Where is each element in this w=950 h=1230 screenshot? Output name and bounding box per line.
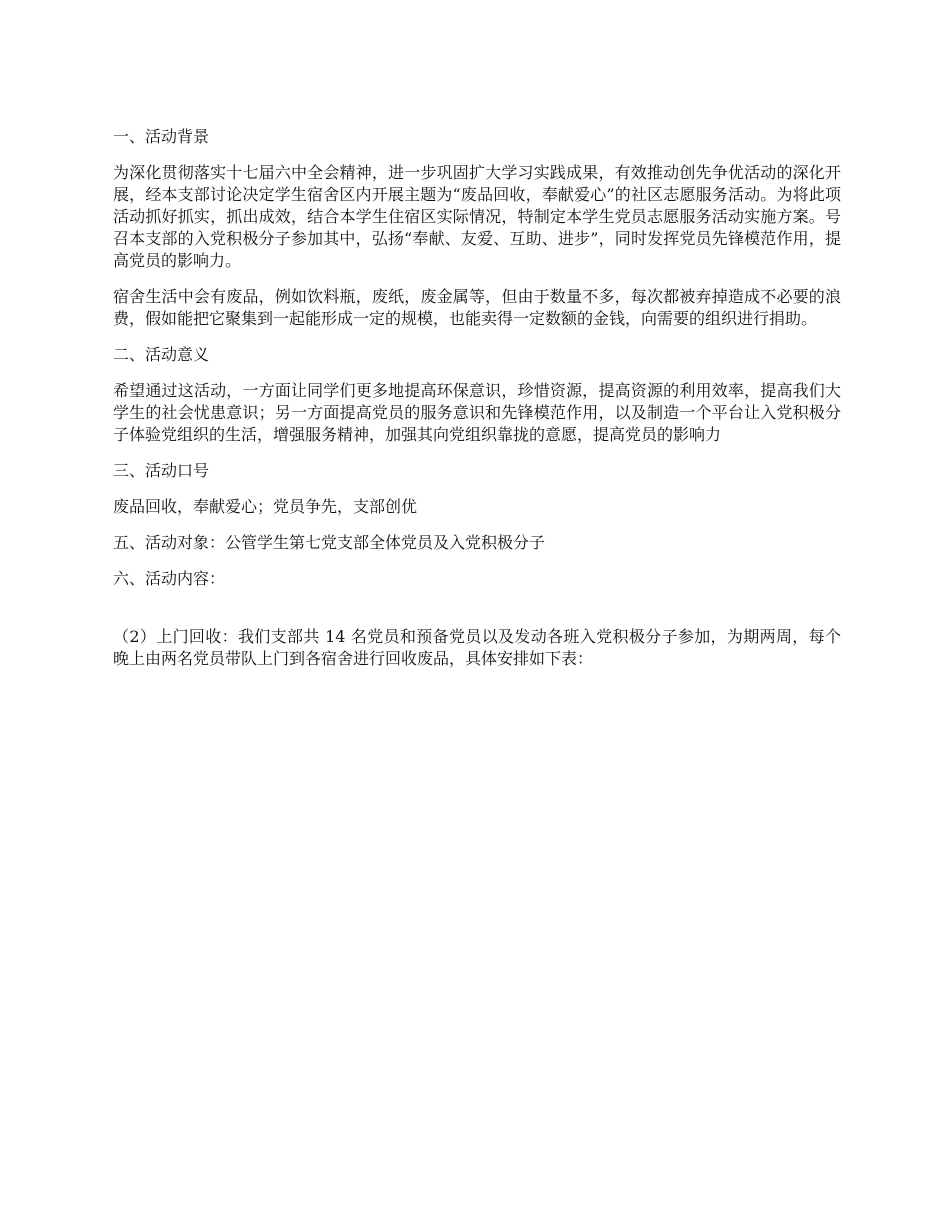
document-body [113,126,841,670]
paragraph-background: 为深化贯彻落实十七届六中全会精神，进一步巩固扩大学习实践成果，有效推动创先争优活动的深化开展，经本支部讨论决定学生宿舍区内开展主题为“废品回收，奉献爱心”的社区志愿服务活动。为将此项活动抓好抓实，抓出成效，结合本学生住宿区实际情况，特制定本学生党员志愿服务活动实施方案。号召本支部的入党积极分子参加其中，弘扬“奉献、友爱、互助、进步”，同时发挥党员先锋模范作用，提高党员的影响力。 [113,163,841,270]
paragraph-waste: 宿舍生活中会有废品，例如饮料瓶，废纸，废金属等，但由于数量不多，每次都被弃掉造成不必要的浪费，假如能把它聚集到一起能形成一定的规模，也能卖得一定数额的金钱，向需要的组织进行捐助。 [113,287,841,328]
paragraph-door-collection: （2）上门回收：我们支部共 14 名党员和预备党员以及发动各班入党积极分子参加，为期两周，每个晚上由两名党员带队上门到各宿舍进行回收废品，具体安排如下表： [113,627,841,668]
paragraph-meaning: 希望通过这活动，一方面让同学们更多地提高环保意识，珍惜资源，提高资源的利用效率，提高我们大学生的社会忧患意识；另一方面提高党员的服务意识和先锋模范作用，以及制造一个平台让入党积极分子体验党组织的生活，增强服务精神，加强其向党组织靠拢的意愿，提高党员的影响力 [113,381,841,444]
section-heading-background: 一、活动背景 [113,127,210,146]
section-heading-meaning: 二、活动意义 [113,345,210,364]
section-heading-slogan: 三、活动口号 [113,461,210,480]
section-heading-content: 六、活动内容： [113,569,226,588]
section-heading-target: 五、活动对象：公管学生第七党支部全体党员及入党积极分子 [113,533,546,552]
slogan-text: 废品回收，奉献爱心；党员争先，支部创优 [113,497,418,516]
